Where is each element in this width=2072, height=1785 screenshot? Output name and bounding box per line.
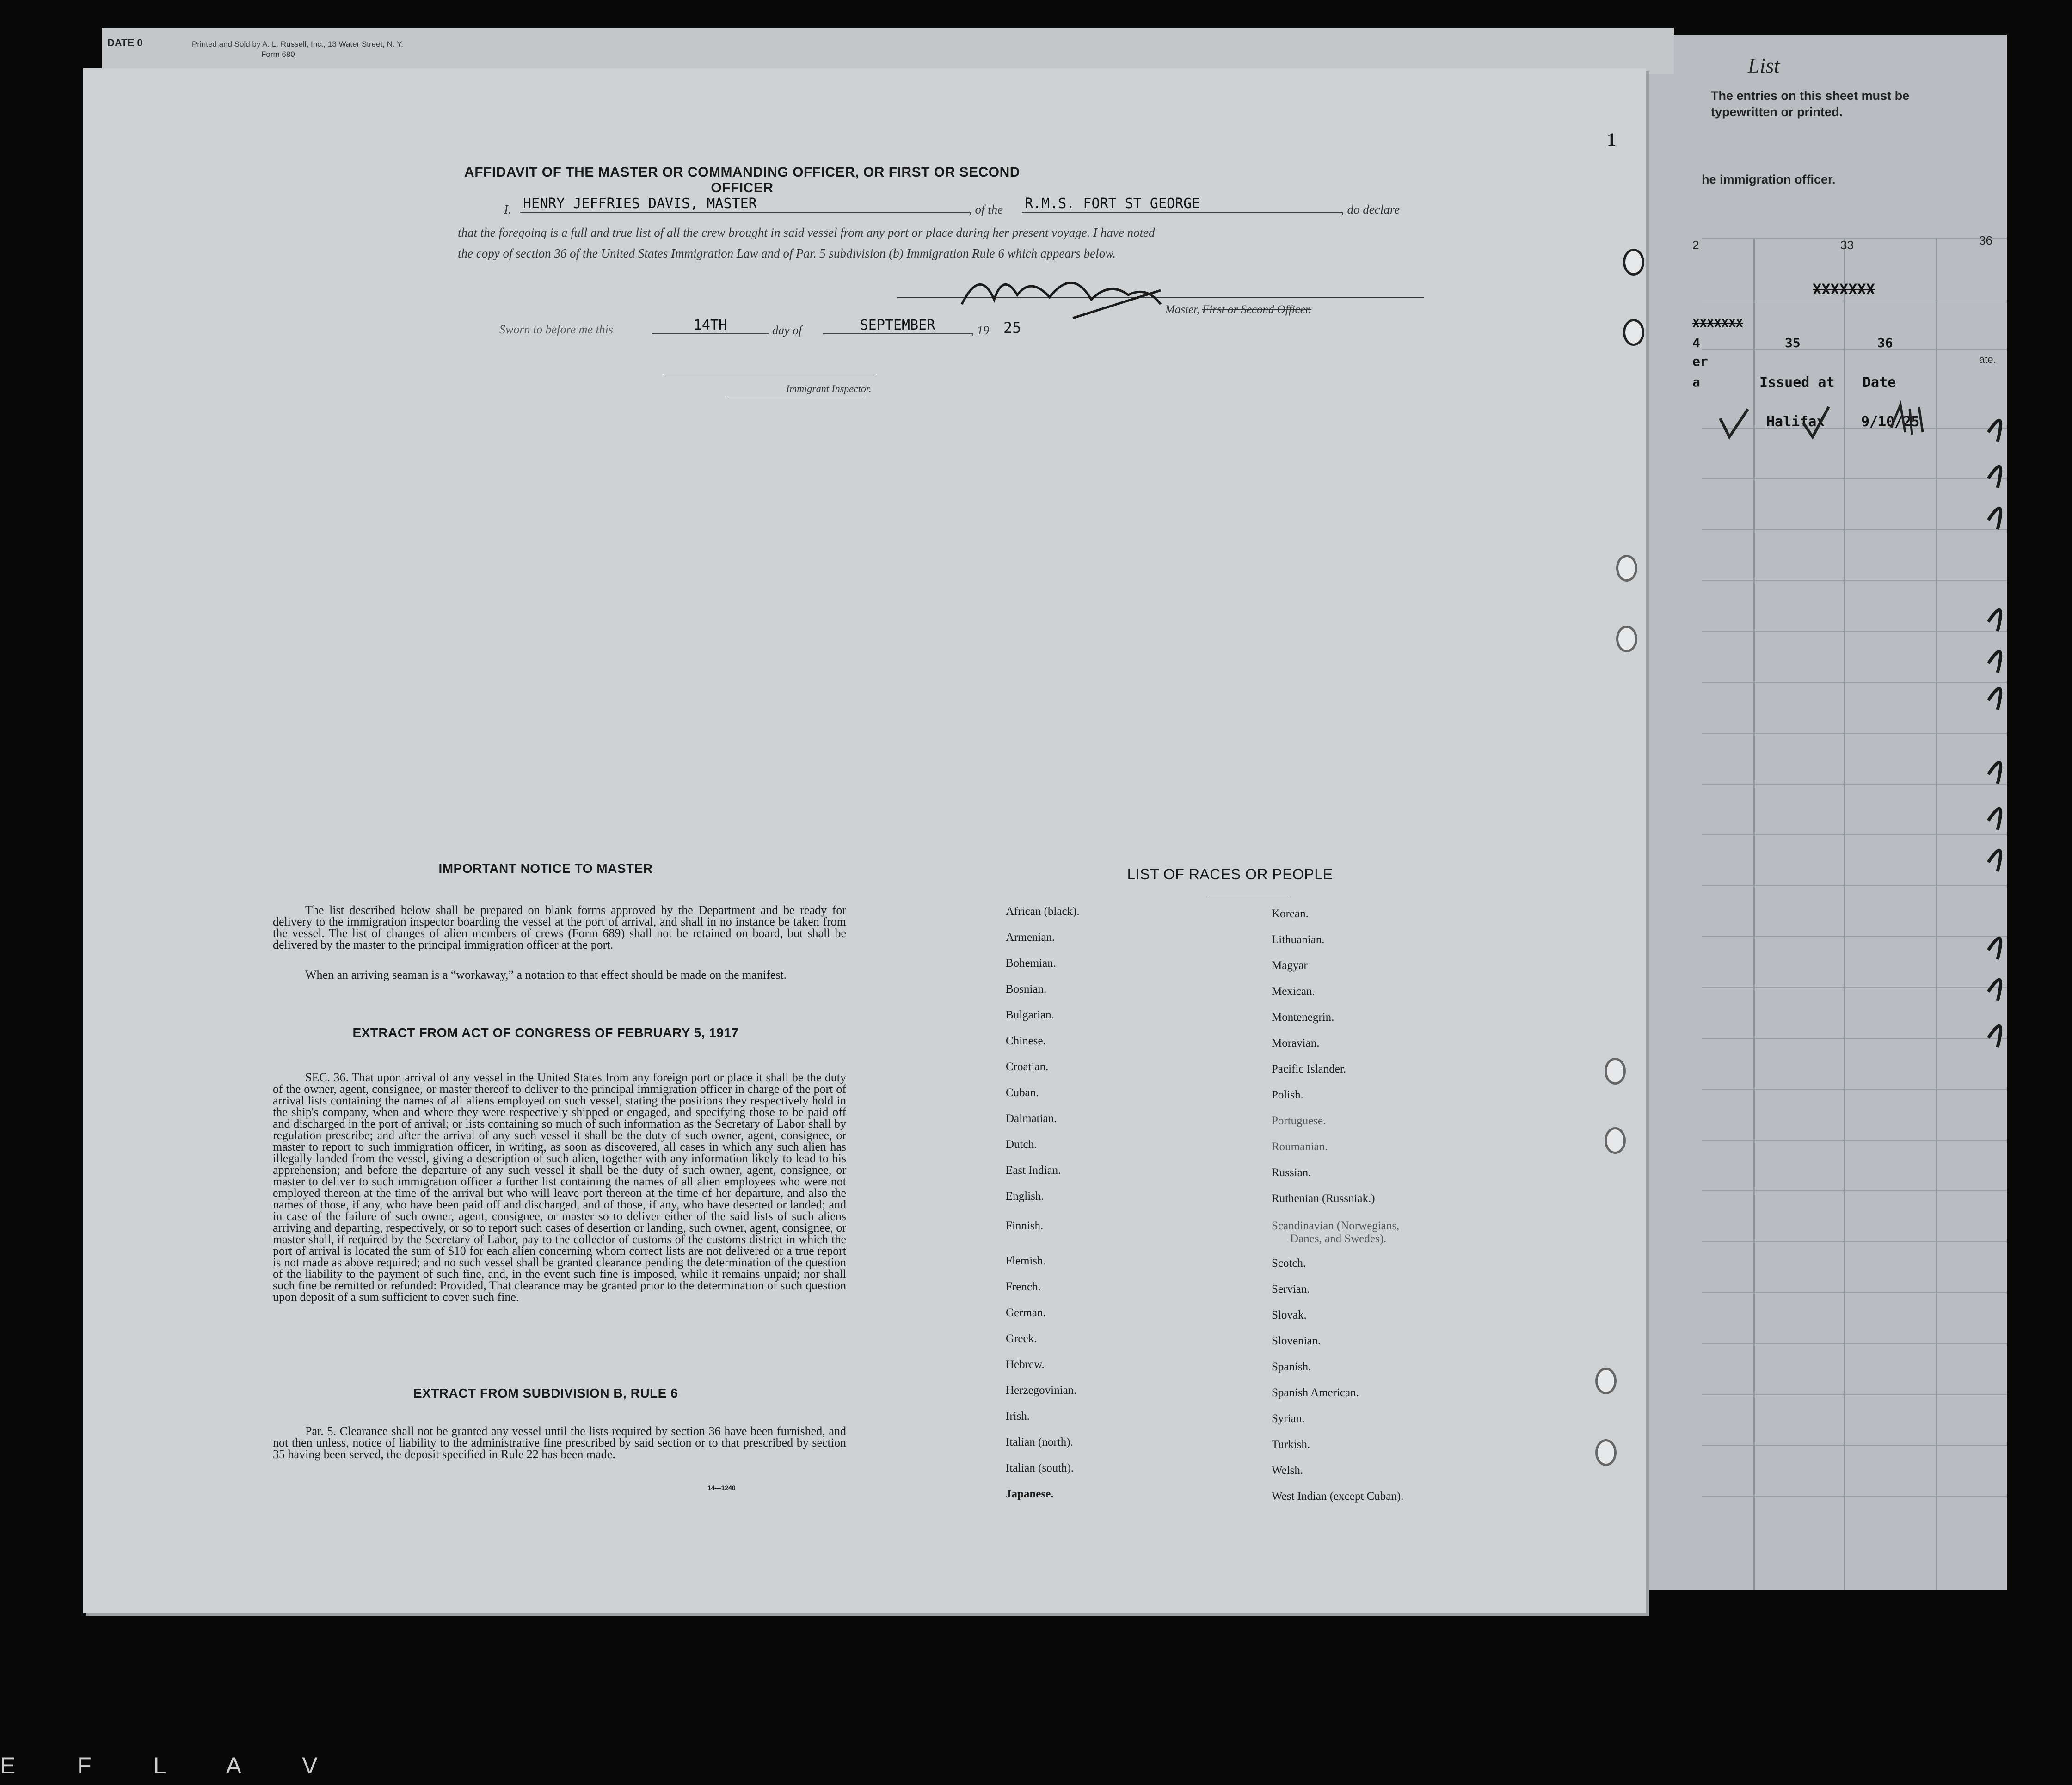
race-left: Bosnian.	[1006, 983, 1047, 995]
race-left: Italian (south).	[1006, 1462, 1074, 1474]
race-right: Scandinavian (Norwegians,	[1272, 1220, 1400, 1232]
grid-line	[1702, 1241, 2007, 1242]
notice-title: IMPORTANT NOTICE TO MASTER	[438, 861, 653, 876]
punch-hole	[1623, 319, 1644, 346]
form-code: 14—1240	[707, 1484, 736, 1491]
race-right: Moravian.	[1272, 1037, 1320, 1049]
punch-hole	[1605, 1127, 1626, 1154]
printer-credit	[192, 39, 403, 60]
race-left: Finnish.	[1006, 1220, 1044, 1232]
race-left: Cuban.	[1006, 1086, 1039, 1099]
sworn-label: Sworn to before me this	[499, 323, 614, 336]
grid-line	[1702, 1343, 2007, 1344]
grid-col-line	[1936, 238, 1937, 1590]
race-left: Armenian.	[1006, 931, 1055, 944]
crew-list-title: List	[1748, 54, 1780, 77]
race-right: Spanish American.	[1272, 1386, 1359, 1399]
race-right: Polish.	[1272, 1089, 1303, 1101]
race-right: Korean.	[1272, 908, 1309, 920]
race-left: French.	[1006, 1281, 1041, 1293]
races-title: LIST OF RACES OR PEOPLE	[1127, 866, 1333, 883]
check-mark-icon	[1799, 405, 1836, 442]
grid-line	[1702, 936, 2007, 937]
column-number: 36	[1979, 233, 1992, 247]
race-right: Scotch.	[1272, 1257, 1306, 1270]
struck-header: XXXXXXX	[1813, 281, 1875, 298]
declaration-line-1: that the foregoing is a full and true list of all the crew brought in said vessel from any port or place during her present voyage. I have noted	[458, 226, 1155, 239]
grid-line	[1702, 1038, 2007, 1039]
notice-paragraph-2: When an arriving seaman is a “workaway,” a notation to that effect should be made on the manifest.	[305, 968, 787, 981]
sworn-month-field: SEPTEMBER	[823, 317, 972, 334]
col-number-35: 35	[1785, 335, 1801, 350]
col-label: er	[1692, 354, 1708, 369]
race-right: Russian.	[1272, 1166, 1311, 1179]
entry-issued-at: Halifax	[1766, 414, 1825, 430]
grid-line	[1702, 631, 2007, 632]
race-right: West Indian (except Cuban).	[1272, 1490, 1404, 1503]
film-edge-letters: E F L A V	[0, 1753, 345, 1779]
master-signature	[953, 263, 1170, 323]
printer-credit-line: Printed and Sold by A. L. Russell, Inc., 13 Water Street, N. Y.	[192, 40, 404, 49]
year-prefix: , 19	[971, 324, 989, 337]
grid-line	[1702, 987, 2007, 988]
race-left: German.	[1006, 1307, 1046, 1319]
race-right: Portuguese.	[1272, 1115, 1326, 1127]
col-label: a	[1692, 374, 1700, 390]
date-tab: DATE 0	[107, 37, 143, 49]
act-extract-text: SEC. 36. That upon arrival of any vessel in the United States from any foreign port or place it shall be the duty of the owner, agent, consignee, or master thereof to deliver to the principal immigration officer in charge of the port of arrival lists containing the names of all aliens employed on such vessel, stating the positions they respectively hold in the ship's company, when and where they were respectively shipped or engaged, and specifying those to be paid off and discharged in the port of arrival; or lists containing so much of such information as the Secretary of Labor shall by regulation prescribe; and after the arrival of any such vessel it shall be the duty of such owner, agent, consignee, or master to report to such immigration officer, in writing, as soon as discovered, all cases in which any such alien has illegally landed from the vessel, giving a description of such alien, together with any information likely to lead to his apprehension; and before the departure of any such vessel it shall be the duty of such owner, agent, consignee, or master to deliver to such immigration officer a further list containing the names of all alien employees who were not employed thereon at the time of the arrival but who will leave port thereon at the time of her departure, and also the names of those, if any, who have been paid off and discharged, and of those, if any, who have deserted or landed; and in case of the failure of such owner, agent, consignee, or master so to deliver either of the said lists of such aliens arriving and departing, respectively, or so to report such cases of desertion or landing, such owner, agent, consignee, or master shall, if required by the Secretary of Labor, pay to the collector of customs of the customs district in which the port of arrival is located the sum of $10 for each alien concerning whom correct lists are not delivered or a true report is not made as above required; and no such vessel shall be granted clearance pending the determination of the question of the liability to the payment of such fine, and, in the event such fine is imposed, while it remains unpaid; nor shall such fine be remitted or refunded: Provided, That clearance may be granted prior to the determination of such question upon deposit of a sum sufficient to cover such fine.	[273, 1071, 846, 1304]
race-right: Servian.	[1272, 1283, 1310, 1295]
i-label: I,	[504, 202, 511, 216]
grid-line	[1702, 1496, 2007, 1497]
punch-hole	[1595, 1439, 1617, 1466]
race-right-continuation: Danes, and Swedes).	[1290, 1233, 1387, 1245]
grid-line	[1702, 238, 2007, 239]
col-label-ate: ate.	[1979, 354, 1996, 365]
race-right: Montenegrin.	[1272, 1011, 1334, 1024]
entry-date: 9/10/25	[1861, 414, 1920, 430]
signature-caption: Master,	[1165, 303, 1200, 316]
race-left: Bulgarian.	[1006, 1009, 1054, 1021]
grid-col-line	[1844, 238, 1845, 1590]
race-right: Roumanian.	[1272, 1141, 1328, 1153]
race-left: Bohemian.	[1006, 957, 1057, 969]
race-left: Greek.	[1006, 1332, 1037, 1345]
grid-line	[1702, 1190, 2007, 1191]
master-name-field: HENRY JEFFRIES DAVIS, MASTER	[520, 196, 970, 213]
punch-hole	[1605, 1058, 1626, 1085]
race-left: Croatian.	[1006, 1061, 1049, 1073]
rule-extract-title: EXTRACT FROM SUBDIVISION B, RULE 6	[413, 1386, 678, 1400]
grid-line	[1702, 1445, 2007, 1446]
struck-officer-caption: First or Second Officer.	[1202, 303, 1312, 316]
column-number: 33	[1840, 238, 1854, 252]
handwritten-marks	[1979, 405, 2021, 1075]
grid-line	[1702, 1140, 2007, 1141]
grid-line	[1702, 834, 2007, 835]
affidavit-title: AFFIDAVIT OF THE MASTER OR COMMANDING OFFICER, OR FIRST OR SECOND OFFICER	[464, 165, 1020, 196]
crew-list-sheet	[1646, 35, 2007, 1590]
grid-line	[1702, 1394, 2007, 1395]
grid-line	[1702, 529, 2007, 530]
race-left: East Indian.	[1006, 1164, 1061, 1177]
punch-hole	[1595, 1368, 1617, 1394]
grid-line	[1702, 733, 2007, 734]
race-left: African (black).	[1006, 905, 1080, 918]
race-right: Syrian.	[1272, 1412, 1305, 1425]
col-label: 4	[1692, 335, 1700, 350]
do-declare-label: , do declare	[1341, 202, 1400, 216]
act-extract-title: EXTRACT FROM ACT OF CONGRESS OF FEBRUARY 5, 1917	[352, 1025, 739, 1040]
declaration-line-2: the copy of section 36 of the United States Immigration Law and of Par. 5 subdivision (b) Immigration Rule 6 which appears below.	[458, 246, 1116, 260]
grid-line	[1702, 1292, 2007, 1293]
sworn-day-field: 14TH	[652, 317, 769, 334]
vessel-field: R.M.S. FORT ST GEORGE	[1022, 196, 1342, 213]
race-left: Dalmatian.	[1006, 1112, 1057, 1125]
grid-line	[1702, 682, 2007, 683]
affidavit-sheet	[83, 68, 1646, 1613]
race-left: Chinese.	[1006, 1035, 1046, 1047]
page-mark: 1	[1607, 129, 1616, 150]
race-right: Slovenian.	[1272, 1335, 1321, 1347]
race-right: Welsh.	[1272, 1464, 1303, 1477]
race-left: Herzegovinian.	[1006, 1384, 1077, 1397]
race-left: Dutch.	[1006, 1138, 1037, 1151]
crew-list-officer-note: he immigration officer.	[1702, 172, 1836, 186]
col-number-36: 36	[1877, 335, 1893, 350]
grid-line	[1702, 349, 2007, 350]
race-left: Japanese.	[1006, 1488, 1054, 1500]
race-left: English.	[1006, 1190, 1044, 1202]
punch-hole	[1616, 555, 1637, 582]
grid-line	[1702, 1089, 2007, 1090]
column-number: 2	[1692, 238, 1699, 252]
issued-at-header: Issued at	[1759, 374, 1835, 391]
race-right: Ruthenian (Russniak.)	[1272, 1192, 1375, 1205]
grid-line	[1702, 885, 2007, 886]
struck-header-left: XXXXXXX	[1692, 317, 1743, 331]
day-of-label: day of	[772, 324, 802, 337]
race-right: Spanish.	[1272, 1361, 1311, 1373]
race-right: Mexican.	[1272, 985, 1315, 998]
race-right: Pacific Islander.	[1272, 1063, 1346, 1075]
of-the-label: , of the	[969, 202, 1003, 216]
race-right: Turkish.	[1272, 1438, 1310, 1451]
punch-hole	[1616, 626, 1637, 652]
punch-hole	[1623, 249, 1644, 276]
check-mark-icon	[1715, 405, 1757, 442]
race-left: Hebrew.	[1006, 1358, 1045, 1371]
date-header: Date	[1863, 374, 1896, 391]
grid-line	[1702, 580, 2007, 581]
rule-extract-text: Par. 5. Clearance shall not be granted any vessel until the lists required by section 36 have been furnished, and not then unless, notice of liability to the administrative fine prescribed by said section or to that prescribed by section 35 having been served, the deposit specified in Rule 22 has been made.	[273, 1424, 846, 1461]
notice-paragraph-1: The list described below shall be prepared on blank forms approved by the Department and be ready for delivery to the immigration inspector boarding the vessel at the port of arrival, and shall in no instance be taken from the vessel. The list of changes of alien members of crews (Form 689) shall not be retained on board, but shall be delivered by the master to the principal immigration officer at the port.	[273, 903, 846, 951]
race-left: Italian (north).	[1006, 1436, 1073, 1448]
race-right: Lithuanian.	[1272, 933, 1325, 946]
grid-line	[1702, 478, 2007, 479]
race-right: Magyar	[1272, 959, 1308, 972]
race-left: Flemish.	[1006, 1255, 1046, 1267]
year-suffix: 25	[1003, 319, 1021, 337]
handwritten-initials	[1887, 400, 1933, 442]
race-left: Irish.	[1006, 1410, 1030, 1423]
race-right: Slovak.	[1272, 1309, 1307, 1321]
grid-line	[1702, 784, 2007, 785]
crew-list-instructions: The entries on this sheet must be typewritten or printed.	[1711, 89, 1910, 119]
inspector-label: Immigrant Inspector.	[786, 383, 872, 394]
form-number: Form 680	[261, 50, 295, 59]
